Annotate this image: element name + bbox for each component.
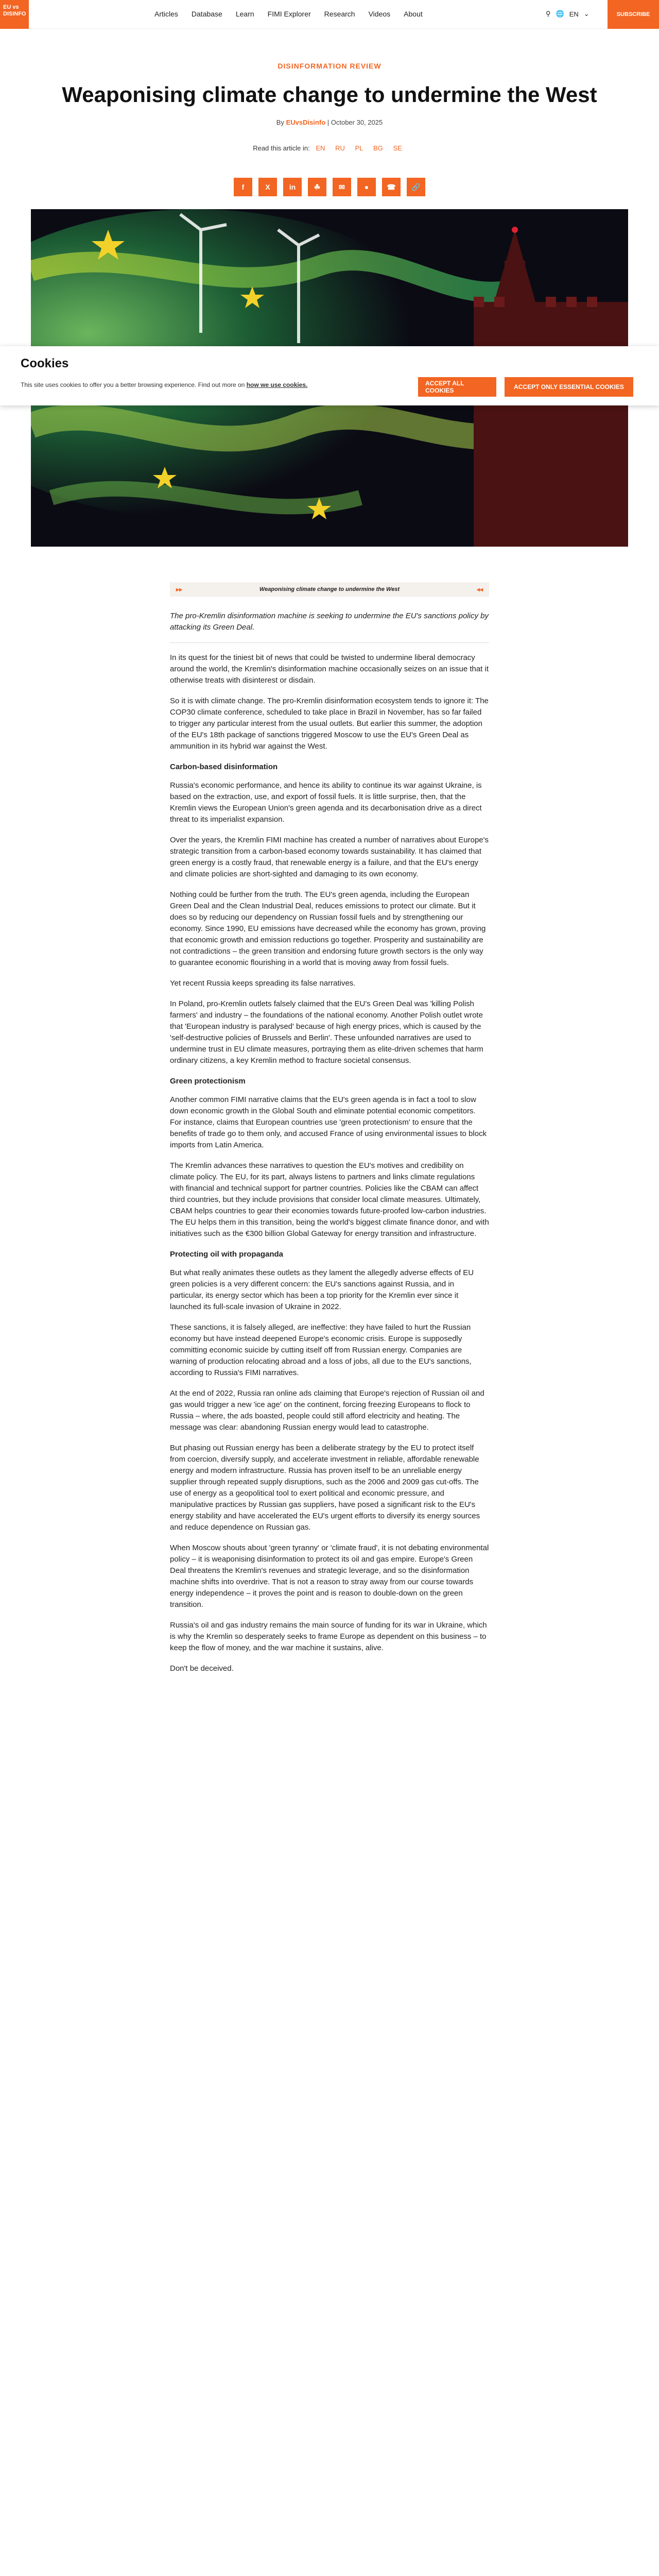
nav-videos[interactable]: Videos (368, 10, 391, 18)
whatsapp-icon[interactable]: ☎ (382, 178, 401, 196)
accept-all-cookies-button[interactable]: ACCEPT ALL COOKIES (418, 377, 496, 397)
article-paragraph: Yet recent Russia keeps spreading its false narratives. (170, 979, 356, 988)
article-subheading: Green protectionism (170, 1077, 246, 1086)
article-paragraph: Nothing could be further from the truth. The EU's green agenda, including the European Green Deal and the Clean Industrial Deal, reduces emissions to protect our climate. But it does so by reducing our dependency on Russian fossil fuels and by strengthening our economy. Since 1990, EU emissions have decreased while the economy has grown, proving that economic growth and emission reductions go together. Prosperity and sustainability are not contradictions – the green transition and endorsing future growth sectors is the only way to guarantee economic flourishing in a world that is moving away from fossil fuels. (170, 890, 486, 967)
cookie-message: This site uses cookies to offer you a better browsing experience. Find out more on (21, 381, 245, 388)
site-logo[interactable]: EU vs DISINFO (0, 0, 29, 29)
article-subheading: Carbon-based disinformation (170, 762, 278, 771)
site-header (0, 0, 659, 29)
article-kicker[interactable]: DISINFORMATION REVIEW (278, 62, 381, 70)
accept-essential-cookies-button[interactable]: ACCEPT ONLY ESSENTIAL COOKIES (505, 377, 633, 397)
article-paragraph: Another common FIMI narrative claims that the EU's green agenda is in fact a tool to slow down economic growth in the Global South and eliminate potential economic competitors. For instance, claims that European countries use 'green protectionism' to ensure that the benefits of trade go to them only, and accused France of using environmental issues to block imports from Latin America. (170, 1095, 487, 1149)
nav-about[interactable]: About (404, 10, 423, 18)
article-paragraph: The Kremlin advances these narratives to question the EU's motives and credibility on climate policy. The EU, for its part, always listens to partners and links climate regulations with financial and technical support for partner countries. Policies like the CBAM can affect third countries, but they include provisions that consider local climate measures. Ultimately, CBAM helps countries to gear their economies towards future-proofed low-carbon industries. The EU helps them in this transition, being the world's biggest climate finance donor, and with initiatives such as the €300 billion Global Gateway for energy transition and infrastructure. (170, 1161, 489, 1238)
cookie-policy-link[interactable]: how we use cookies. (246, 381, 308, 388)
nav-database[interactable]: Database (191, 10, 222, 18)
globe-icon: 🌐 (556, 10, 564, 18)
link-icon[interactable]: 🔗 (407, 178, 425, 196)
article-paragraph: Over the years, the Kremlin FIMI machine has created a number of narratives about Europe's strategic transition from a carbon-based economy towards sustainability. It has claimed that green energy is a costly fraud, that renewable energy is a failure, and that the EU's energy and climate policies are short-sighted and damaging to its own economy. (170, 836, 489, 878)
caption-text: Weaponising climate change to undermine the West (259, 586, 400, 592)
search-icon[interactable]: ⚲ (546, 10, 551, 18)
article-body (170, 611, 489, 1684)
nav-articles[interactable]: Articles (154, 10, 178, 18)
lang-link-ru[interactable]: RU (335, 144, 345, 152)
chevron-down-icon: ⌄ (583, 10, 589, 18)
bluesky-icon[interactable]: ☘ (308, 178, 326, 196)
page-title: Weaponising climate change to undermine the West (62, 82, 597, 107)
nav-fimi-explorer[interactable]: FIMI Explorer (267, 10, 311, 18)
read-in-languages (0, 144, 659, 152)
article-paragraph: But what really animates these outlets as they lament the allegedly adverse effects of EU green policies is a very different concern: the EU's sanctions against Russia, and in particular, its energy sector which has been a top priority for the Kremlin ever since it launched its full-scale invasion of Ukraine in 2022. (170, 1268, 474, 1311)
article-lead: The pro-Kremlin disinformation machine is seeking to undermine the EU's sanctions policy by attacking its Green Deal. (170, 611, 489, 643)
subscribe-button[interactable]: SUBSCRIBE (608, 0, 659, 29)
article-paragraph: So it is with climate change. The pro-Kremlin disinformation ecosystem tends to ignore it: The COP30 climate conference, scheduled to take place in Brazil in November, has so far failed to trigger any particular interest from the usual outlets. But earlier this summer, the adoption of the EU's 18th package of sanctions triggered Moscow to use the EU's Green Deal as ammunition in its hybrid war against the West. (170, 697, 489, 751)
main-nav (154, 10, 423, 18)
nav-learn[interactable]: Learn (235, 10, 254, 18)
article-paragraph: These sanctions, it is falsely alleged, are ineffective: they have failed to hurt the Russian economy but have instead deepened Europe's economic crisis. Europe is supposedly committing economic suicide by cutting itself off from Russian energy. Companies are warning of production relocating abroad and a loss of jobs, all due to the EU's sanctions, according to Russia's FIMI narratives. (170, 1323, 472, 1377)
article-paragraph: Don't be deceived. (170, 1664, 234, 1673)
facebook-icon[interactable]: f (234, 178, 252, 196)
caption-arrows-left-icon: ▸▸ (176, 586, 183, 593)
read-in-label: Read this article in: (253, 144, 310, 152)
nav-research[interactable]: Research (324, 10, 355, 18)
cookie-banner (0, 346, 659, 405)
lang-link-pl[interactable]: PL (355, 144, 363, 152)
lang-link-en[interactable]: EN (316, 144, 325, 152)
x-icon[interactable]: X (258, 178, 277, 196)
article-paragraph: In Poland, pro-Kremlin outlets falsely claimed that the EU's Green Deal was 'killing Polish farmers' and industry – the foundations of the national economy. Another Polish outlet wrote that 'European industry is paralysed' because of high energy prices, which is caused by the 'self-destructive policies of Brussels and Berlin'. These unfounded narratives are used to undermine trust in EU climate measures, portraying them as elite-driven schemes that harm ordinary citizens, a key Kremlin method to fracture societal consensus. (170, 999, 483, 1065)
image-caption (170, 582, 489, 597)
reddit-icon[interactable]: ● (357, 178, 376, 196)
article-paragraph: At the end of 2022, Russia ran online ads claiming that Europe's rejection of Russian oil and gas would trigger a new 'ice age' on the continent, forcing freezing Europeans to flock to Russia – where, the ads boasted, people could still afford electricity and heating. The message was clear: abandoning Russian energy would lead to catastrophe. (170, 1389, 484, 1432)
author-link[interactable]: EUvsDisinfo (286, 118, 326, 126)
language-selector[interactable] (546, 10, 589, 18)
article-paragraph: When Moscow shouts about 'green tyranny' or 'climate fraud', it is not debating environmental policy – it is weaponising disinformation to protect its oil and gas empire. Europe's Green Deal threatens the Kremlin's revenues and strategic leverage, and so the disinformation machine shifts into overdrive. That is not a reason to stray away from our course towards energy independence – it proves the point and is reason to double-down on the green transition. (170, 1544, 489, 1609)
publish-date: October 30, 2025 (331, 118, 383, 126)
article-paragraph: But phasing out Russian energy has been a deliberate strategy by the EU to protect itself from coercion, diversify supply, and accelerate investment in reliable, affordable renewable energy and modern infrastructure. Russia has proven itself to be an unreliable energy supplier through repeated supply disruptions, such as the 2006 and 2009 gas cut-offs. The use of energy as a geopolitical tool to exert political and economic pressure, and manipulative practices by Russian gas suppliers, have posed a significant risk to the EU's energy stability and have accelerated the EU's urgent efforts to diversify its energy sources and reduce dependence on Russian gas. (170, 1444, 480, 1532)
article-paragraph: Russia's oil and gas industry remains the main source of funding for its war in Ukraine, which is why the Kremlin so desperately seeks to frame Europe as dependent on this business – to keep the flow of money, and the war machine it sustains, alive. (170, 1621, 487, 1652)
language-label: EN (569, 10, 579, 18)
lang-link-se[interactable]: SE (393, 144, 402, 152)
share-bar (0, 178, 659, 196)
cookie-title: Cookies (21, 357, 69, 370)
article-paragraph: Russia's economic performance, and hence its ability to continue its war against Ukraine, is based on the extraction, use, and export of fossil fuels. It is little surprise, then, that the Kremlin views the European Union's green agenda and its decarbonisation drive as a direct threat to its imperialist expansion. (170, 781, 482, 824)
email-icon[interactable]: ✉ (333, 178, 351, 196)
byline: By EUvsDisinfo | October 30, 2025 (276, 118, 383, 126)
caption-arrows-right-icon: ◂◂ (476, 586, 483, 593)
linkedin-icon[interactable]: in (283, 178, 302, 196)
lang-link-bg[interactable]: BG (373, 144, 383, 152)
article-paragraph: In its quest for the tiniest bit of news that could be twisted to undermine liberal democracy around the world, the Kremlin's disinformation machine occasionally seizes on an issue that it otherwise treats with disinterest or disdain. (170, 653, 489, 685)
article-subheading: Protecting oil with propaganda (170, 1250, 284, 1259)
